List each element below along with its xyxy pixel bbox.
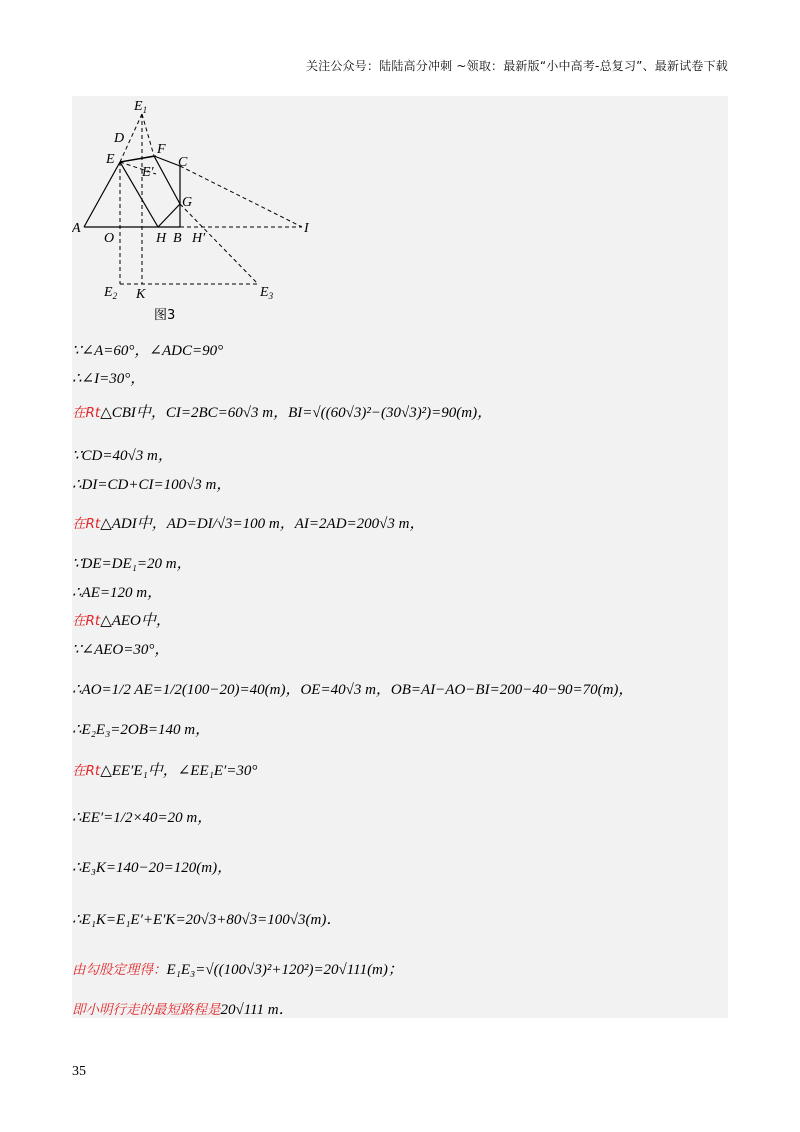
label-F: F — [157, 142, 166, 157]
line-7: ∵DE=DE₁=20 m， — [72, 556, 192, 572]
label-B: B — [173, 231, 182, 246]
label-K: K — [136, 287, 146, 302]
line-5: ∴DI=CD+CI=100√3 m， — [72, 477, 232, 493]
line-1: ∵∠A=60°，∠ADC=90° — [72, 343, 224, 359]
line-4: ∵CD=40√3 m， — [72, 448, 173, 464]
label-E: E — [106, 152, 115, 167]
line-2: ∴∠I=30°， — [72, 371, 146, 387]
line-18: 即小明行走的最短路程是20√111 m． — [72, 1002, 294, 1018]
label-D: D — [114, 131, 125, 146]
line-8: ∴AE=120 m， — [72, 585, 163, 601]
label-E3: $E_3$ — [260, 285, 274, 301]
label-E2: $E_2$ — [104, 285, 118, 301]
label-O: O — [104, 231, 115, 246]
page-header: 关注公众号：陆陆高分冲刺 ~领取：最新版“小中高考-总复习”、最新试卷下载 — [305, 59, 728, 73]
label-E-prime: E′ — [142, 165, 154, 180]
line-12: ∴E₂E₃=2OB=140 m， — [72, 722, 211, 738]
line-13: 在Rt△EE′E₁中，∠EE₁E′=30° — [72, 763, 258, 779]
geometry-figure — [72, 96, 332, 326]
line-16: ∴E₁K=E₁E′+E′K=20√3+80√3=100√3(m)． — [72, 912, 342, 928]
figure-3-diagram — [72, 96, 332, 326]
label-H: H — [156, 231, 167, 246]
figure-caption: 图3 — [154, 308, 176, 323]
line-3: 在Rt△CBI中，CI=2BC=60√3 m，BI=√((60√3)²−(30√3)²)=90(m)， — [72, 405, 493, 421]
label-H-prime: H′ — [192, 231, 206, 246]
solution-panel — [72, 96, 728, 1018]
label-I: I — [304, 221, 309, 236]
line-11: ∴AO=1/2 AE=1/2(100−20)=40(m)，OE=40√3 m，OB=AI−AO−BI=200−40−90=70(m)， — [72, 682, 634, 698]
label-C: C — [178, 155, 188, 170]
line-6: 在Rt△ADI中，AD=DI/√3=100 m，AI=2AD=200√3 m， — [72, 516, 425, 532]
label-G: G — [182, 195, 193, 210]
label-E1: $E_1$ — [134, 99, 148, 115]
page-number: 35 — [72, 1064, 86, 1079]
line-9: 在Rt△AEO中， — [72, 613, 171, 629]
line-17: 由勾股定理得：E₁E₃=√((100√3)²+120²)=20√111(m)； — [72, 962, 403, 978]
line-14: ∴EE′=1/2×40=20 m， — [72, 810, 213, 826]
line-15: ∴E₃K=140−20=120(m)， — [72, 860, 233, 876]
label-A: A — [72, 221, 81, 236]
line-10: ∵∠AEO=30°， — [72, 642, 170, 658]
